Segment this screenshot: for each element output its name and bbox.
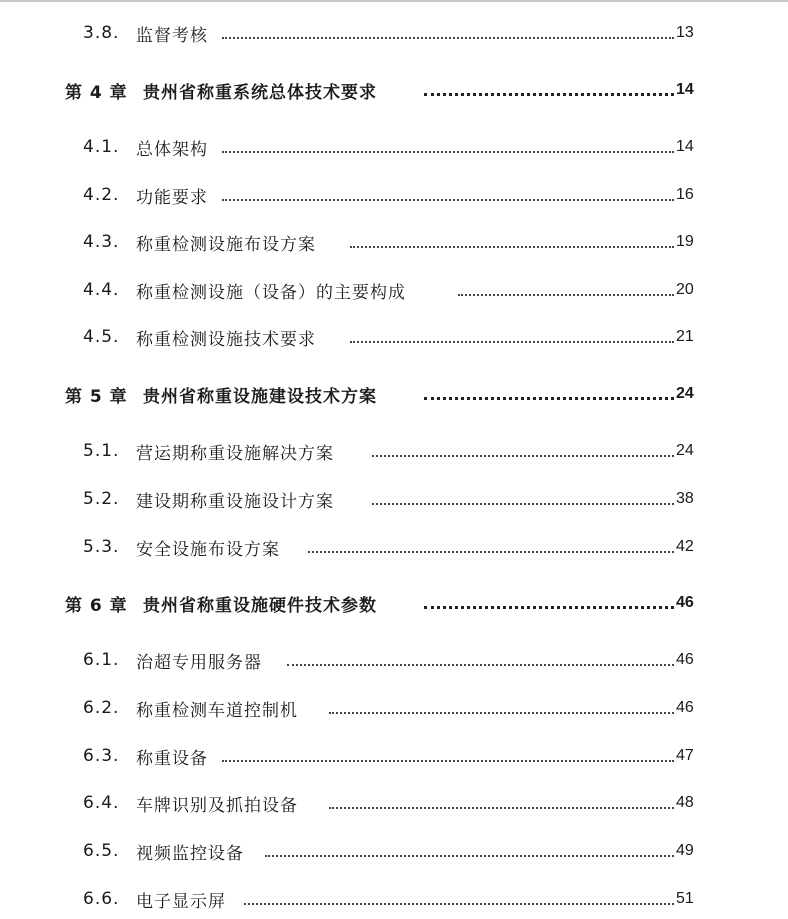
toc-entry-4-1[interactable] [0,132,788,162]
dot-leader [265,855,674,857]
toc-entry-number: 6.6. [83,889,120,909]
toc-entry-page: 48 [676,794,694,811]
toc-entry-6-1[interactable] [0,645,788,675]
toc-entry-title: 治超专用服务器 [136,648,264,673]
toc-entry-number: 5.3. [83,537,120,557]
toc-entry-title: 建设期称重设施设计方案 [136,487,336,512]
dot-leader [222,760,674,762]
toc-chapter-page: 46 [676,594,694,611]
toc-entry-title: 称重检测设施（设备）的主要构成 [136,278,408,303]
toc-entry-number: 5.2. [83,489,120,509]
toc-chapter-number: 第 6 章 [65,595,128,616]
dot-leader [424,397,674,400]
toc-entry-page: 38 [676,490,694,507]
dot-leader [222,151,674,153]
toc-entry-5-3[interactable] [0,532,788,562]
toc-entry-page: 42 [676,538,694,555]
dot-leader [222,37,674,39]
toc-entry-title: 车牌识别及抓拍设备 [136,791,300,816]
toc-entry-page: 14 [676,138,694,155]
toc-entry-page: 47 [676,747,694,764]
toc-entry-page: 19 [676,233,694,250]
toc-entry-number: 6.4. [83,793,120,813]
dot-leader [372,503,674,505]
toc-chapter-5[interactable] [0,379,788,409]
dot-leader [329,712,674,714]
toc-entry-title: 称重检测设施布设方案 [136,230,318,255]
toc-entry-number: 4.2. [83,185,120,205]
toc-entry-title: 称重设备 [136,744,210,769]
toc-entry-number: 4.1. [83,137,120,157]
toc-entry-number: 5.1. [83,441,120,461]
toc-entry-page: 21 [676,328,694,345]
toc-entry-number: 4.3. [83,232,120,252]
toc-entry-4-2[interactable] [0,180,788,210]
dot-leader [458,294,674,296]
toc-entry-6-2[interactable] [0,693,788,723]
toc-entry-title: 监督考核 [136,21,210,46]
toc-entry-4-4[interactable] [0,275,788,305]
toc-entry-number: 3.8. [83,23,120,43]
toc-entry-number: 6.5. [83,841,120,861]
dot-leader [424,606,674,609]
dot-leader [350,246,674,248]
toc-chapter-title: 贵州省称重设施硬件技术参数 [143,591,379,616]
toc-entry-title: 功能要求 [136,183,210,208]
toc-chapter-4[interactable] [0,75,788,105]
toc-entry-title: 电子显示屏 [136,887,228,912]
dot-leader [287,664,674,666]
toc-entry-6-5[interactable] [0,836,788,866]
toc-entry-4-5[interactable] [0,322,788,352]
toc-entry-3-8[interactable] [0,18,788,48]
dot-leader [350,341,674,343]
toc-entry-title: 称重检测车道控制机 [136,696,300,721]
toc-entry-title: 总体架构 [136,135,210,160]
toc-entry-6-3[interactable] [0,741,788,771]
toc-entry-title: 称重检测设施技术要求 [136,325,318,350]
toc-chapter-6[interactable] [0,588,788,618]
toc-entry-title: 安全设施布设方案 [136,535,282,560]
toc-entry-page: 51 [676,890,694,907]
toc-entry-number: 6.1. [83,650,120,670]
toc-entry-page: 24 [676,442,694,459]
toc-chapter-title: 贵州省称重系统总体技术要求 [143,78,379,103]
toc-entry-number: 4.5. [83,327,120,347]
toc-entry-page: 49 [676,842,694,859]
toc-entry-number: 4.4. [83,280,120,300]
toc-chapter-number: 第 4 章 [65,82,128,103]
toc-entry-page: 46 [676,651,694,668]
toc-chapter-title: 贵州省称重设施建设技术方案 [143,382,379,407]
dot-leader [424,93,674,96]
toc-entry-page: 13 [676,24,694,41]
toc-entry-5-1[interactable] [0,436,788,466]
toc-entry-6-6[interactable] [0,884,788,914]
toc-entry-4-3[interactable] [0,227,788,257]
toc-entry-page: 16 [676,186,694,203]
toc-entry-page: 46 [676,699,694,716]
dot-leader [308,551,674,553]
toc-entry-6-4[interactable] [0,788,788,818]
dot-leader [372,455,674,457]
toc-entry-title: 视频监控设备 [136,839,246,864]
toc-entry-page: 20 [676,281,694,298]
toc-chapter-number: 第 5 章 [65,386,128,407]
toc-chapter-page: 24 [676,385,694,402]
toc-entry-5-2[interactable] [0,484,788,514]
dot-leader [329,807,674,809]
toc-entry-number: 6.2. [83,698,120,718]
toc-entry-number: 6.3. [83,746,120,766]
dot-leader [222,199,674,201]
toc-chapter-page: 14 [676,81,694,98]
toc-entry-title: 营运期称重设施解决方案 [136,439,336,464]
dot-leader [244,903,674,905]
